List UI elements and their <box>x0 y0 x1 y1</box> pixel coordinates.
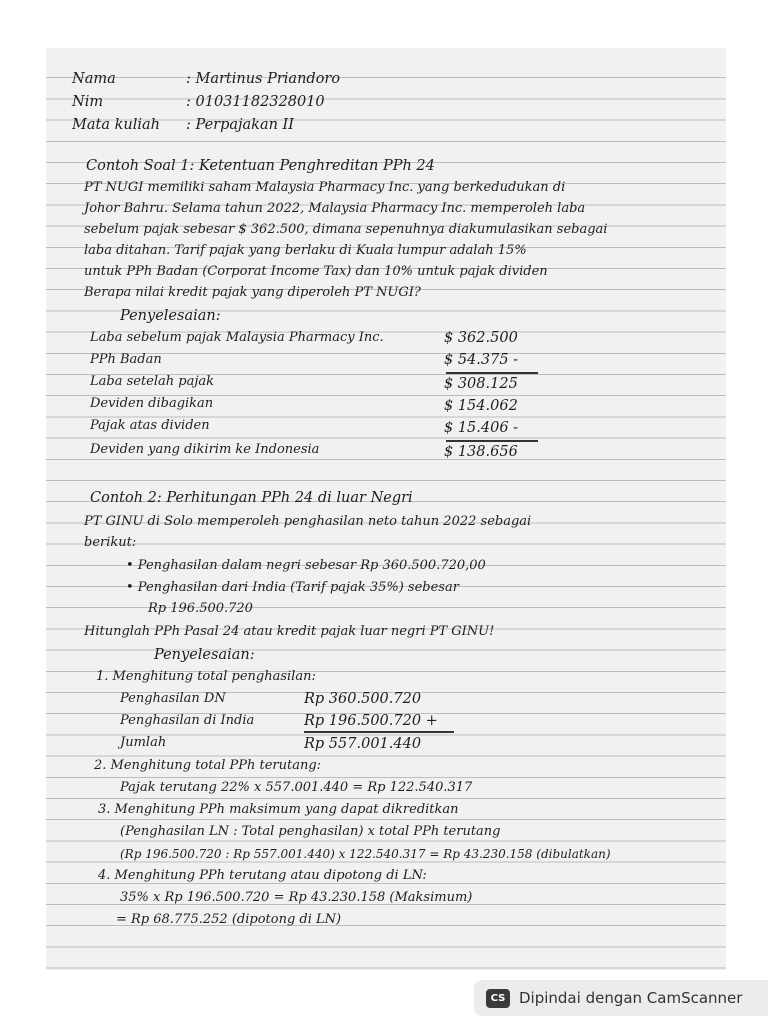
soal1-line: sebelum pajak sebesar $ 362.500, dimana sepenuhnya diakumulasikan sebagai <box>84 222 608 237</box>
soal1-row-value: $ 54.375 - <box>444 352 519 368</box>
soal1-line: untuk PPh Badan (Corporat Income Tax) dan 10% untuk pajak dividen <box>84 264 548 279</box>
soal2-title: Contoh 2: Perhitungan PPh 24 di luar Negri <box>90 490 413 506</box>
soal1-penyelesaian: Penyelesaian: <box>120 308 221 324</box>
soal1-title: Contoh Soal 1: Ketentuan Penghreditan PPh 24 <box>86 158 435 174</box>
step1-value: Rp 360.500.720 <box>304 691 422 707</box>
soal2-penyelesaian: Penyelesaian: <box>154 647 255 663</box>
nim-label: Nim <box>72 94 104 110</box>
step2-heading: 2. Menghitung total PPh terutang: <box>94 758 322 773</box>
nama-value: : Martinus Priandoro <box>186 71 341 87</box>
step3-line: (Penghasilan LN : Total penghasilan) x total PPh terutang <box>120 824 501 839</box>
nama-label: Nama <box>72 71 116 87</box>
step1-heading: 1. Menghitung total penghasilan: <box>96 669 316 684</box>
jumlah-rule <box>304 731 454 733</box>
soal1-line: PT NUGI memiliki saham Malaysia Pharmacy Inc. yang berkedudukan di <box>84 180 566 195</box>
soal2-bullet: • Penghasilan dalam negri sebesar Rp 360.500.720,00 <box>126 558 486 573</box>
soal1-row-value: $ 15.406 - <box>444 420 519 436</box>
soal1-row-label: Laba setelah pajak <box>90 374 215 389</box>
step3-line: (Rp 196.500.720 : Rp 557.001.440) x 122.540.317 = Rp 43.230.158 (dibulatkan) <box>120 847 611 861</box>
soal2-bullet: • Penghasilan dari India (Tarif pajak 35%) sebesar <box>126 580 459 595</box>
step2-line: Pajak terutang 22% x 557.001.440 = Rp 122.540.317 <box>120 780 473 795</box>
soal2-line: berikut: <box>84 535 137 550</box>
soal2-bullet-continued: Rp 196.500.720 <box>148 601 253 616</box>
step1-label: Penghasilan di India <box>120 713 255 728</box>
notebook-page <box>46 48 726 970</box>
step1-value: Rp 196.500.720 + <box>304 713 438 729</box>
camscanner-icon: CS <box>486 989 510 1008</box>
step1-label: Jumlah <box>120 735 167 750</box>
soal2-line: PT GINU di Solo memperoleh penghasilan neto tahun 2022 sebagai <box>84 514 532 529</box>
soal1-line: Berapa nilai kredit pajak yang diperoleh PT NUGI? <box>84 285 421 300</box>
step1-label: Penghasilan DN <box>120 691 226 706</box>
soal1-row-label: Laba sebelum pajak Malaysia Pharmacy Inc. <box>90 330 384 345</box>
soal1-line: laba ditahan. Tarif pajak yang berlaku di Kuala lumpur adalah 15% <box>84 243 527 258</box>
step3-heading: 3. Menghitung PPh maksimum yang dapat dikreditkan <box>98 802 459 817</box>
step1-value: Rp 557.001.440 <box>304 736 422 752</box>
soal1-row-label: Pajak atas dividen <box>90 418 210 433</box>
soal1-row-value: $ 308.125 <box>444 376 518 392</box>
mata-kuliah-value: : Perpajakan II <box>186 117 295 133</box>
soal1-row-label: PPh Badan <box>90 352 162 367</box>
soal1-row-value: $ 154.062 <box>444 398 518 414</box>
soal2-question: Hitunglah PPh Pasal 24 atau kredit pajak luar negri PT GINU! <box>84 624 495 639</box>
camscanner-watermark <box>474 980 768 1016</box>
nim-value: : 01031182328010 <box>186 94 325 110</box>
soal1-row-label: Deviden dibagikan <box>90 396 214 411</box>
step4-heading: 4. Menghitung PPh terutang atau dipotong di LN: <box>98 868 427 883</box>
step4-line: = Rp 68.775.252 (dipotong di LN) <box>116 912 342 927</box>
camscanner-label: Dipindai dengan CamScanner <box>519 989 743 1007</box>
soal1-row-value: $ 138.656 <box>444 444 518 460</box>
step4-line: 35% x Rp 196.500.720 = Rp 43.230.158 (Maksimum) <box>120 890 473 905</box>
mata-kuliah-label: Mata kuliah <box>72 117 160 133</box>
soal1-row-label: Deviden yang dikirim ke Indonesia <box>90 442 320 457</box>
soal1-row-value: $ 362.500 <box>444 330 518 346</box>
soal1-line: Johor Bahru. Selama tahun 2022, Malaysia Pharmacy Inc. memperoleh laba <box>84 201 586 216</box>
